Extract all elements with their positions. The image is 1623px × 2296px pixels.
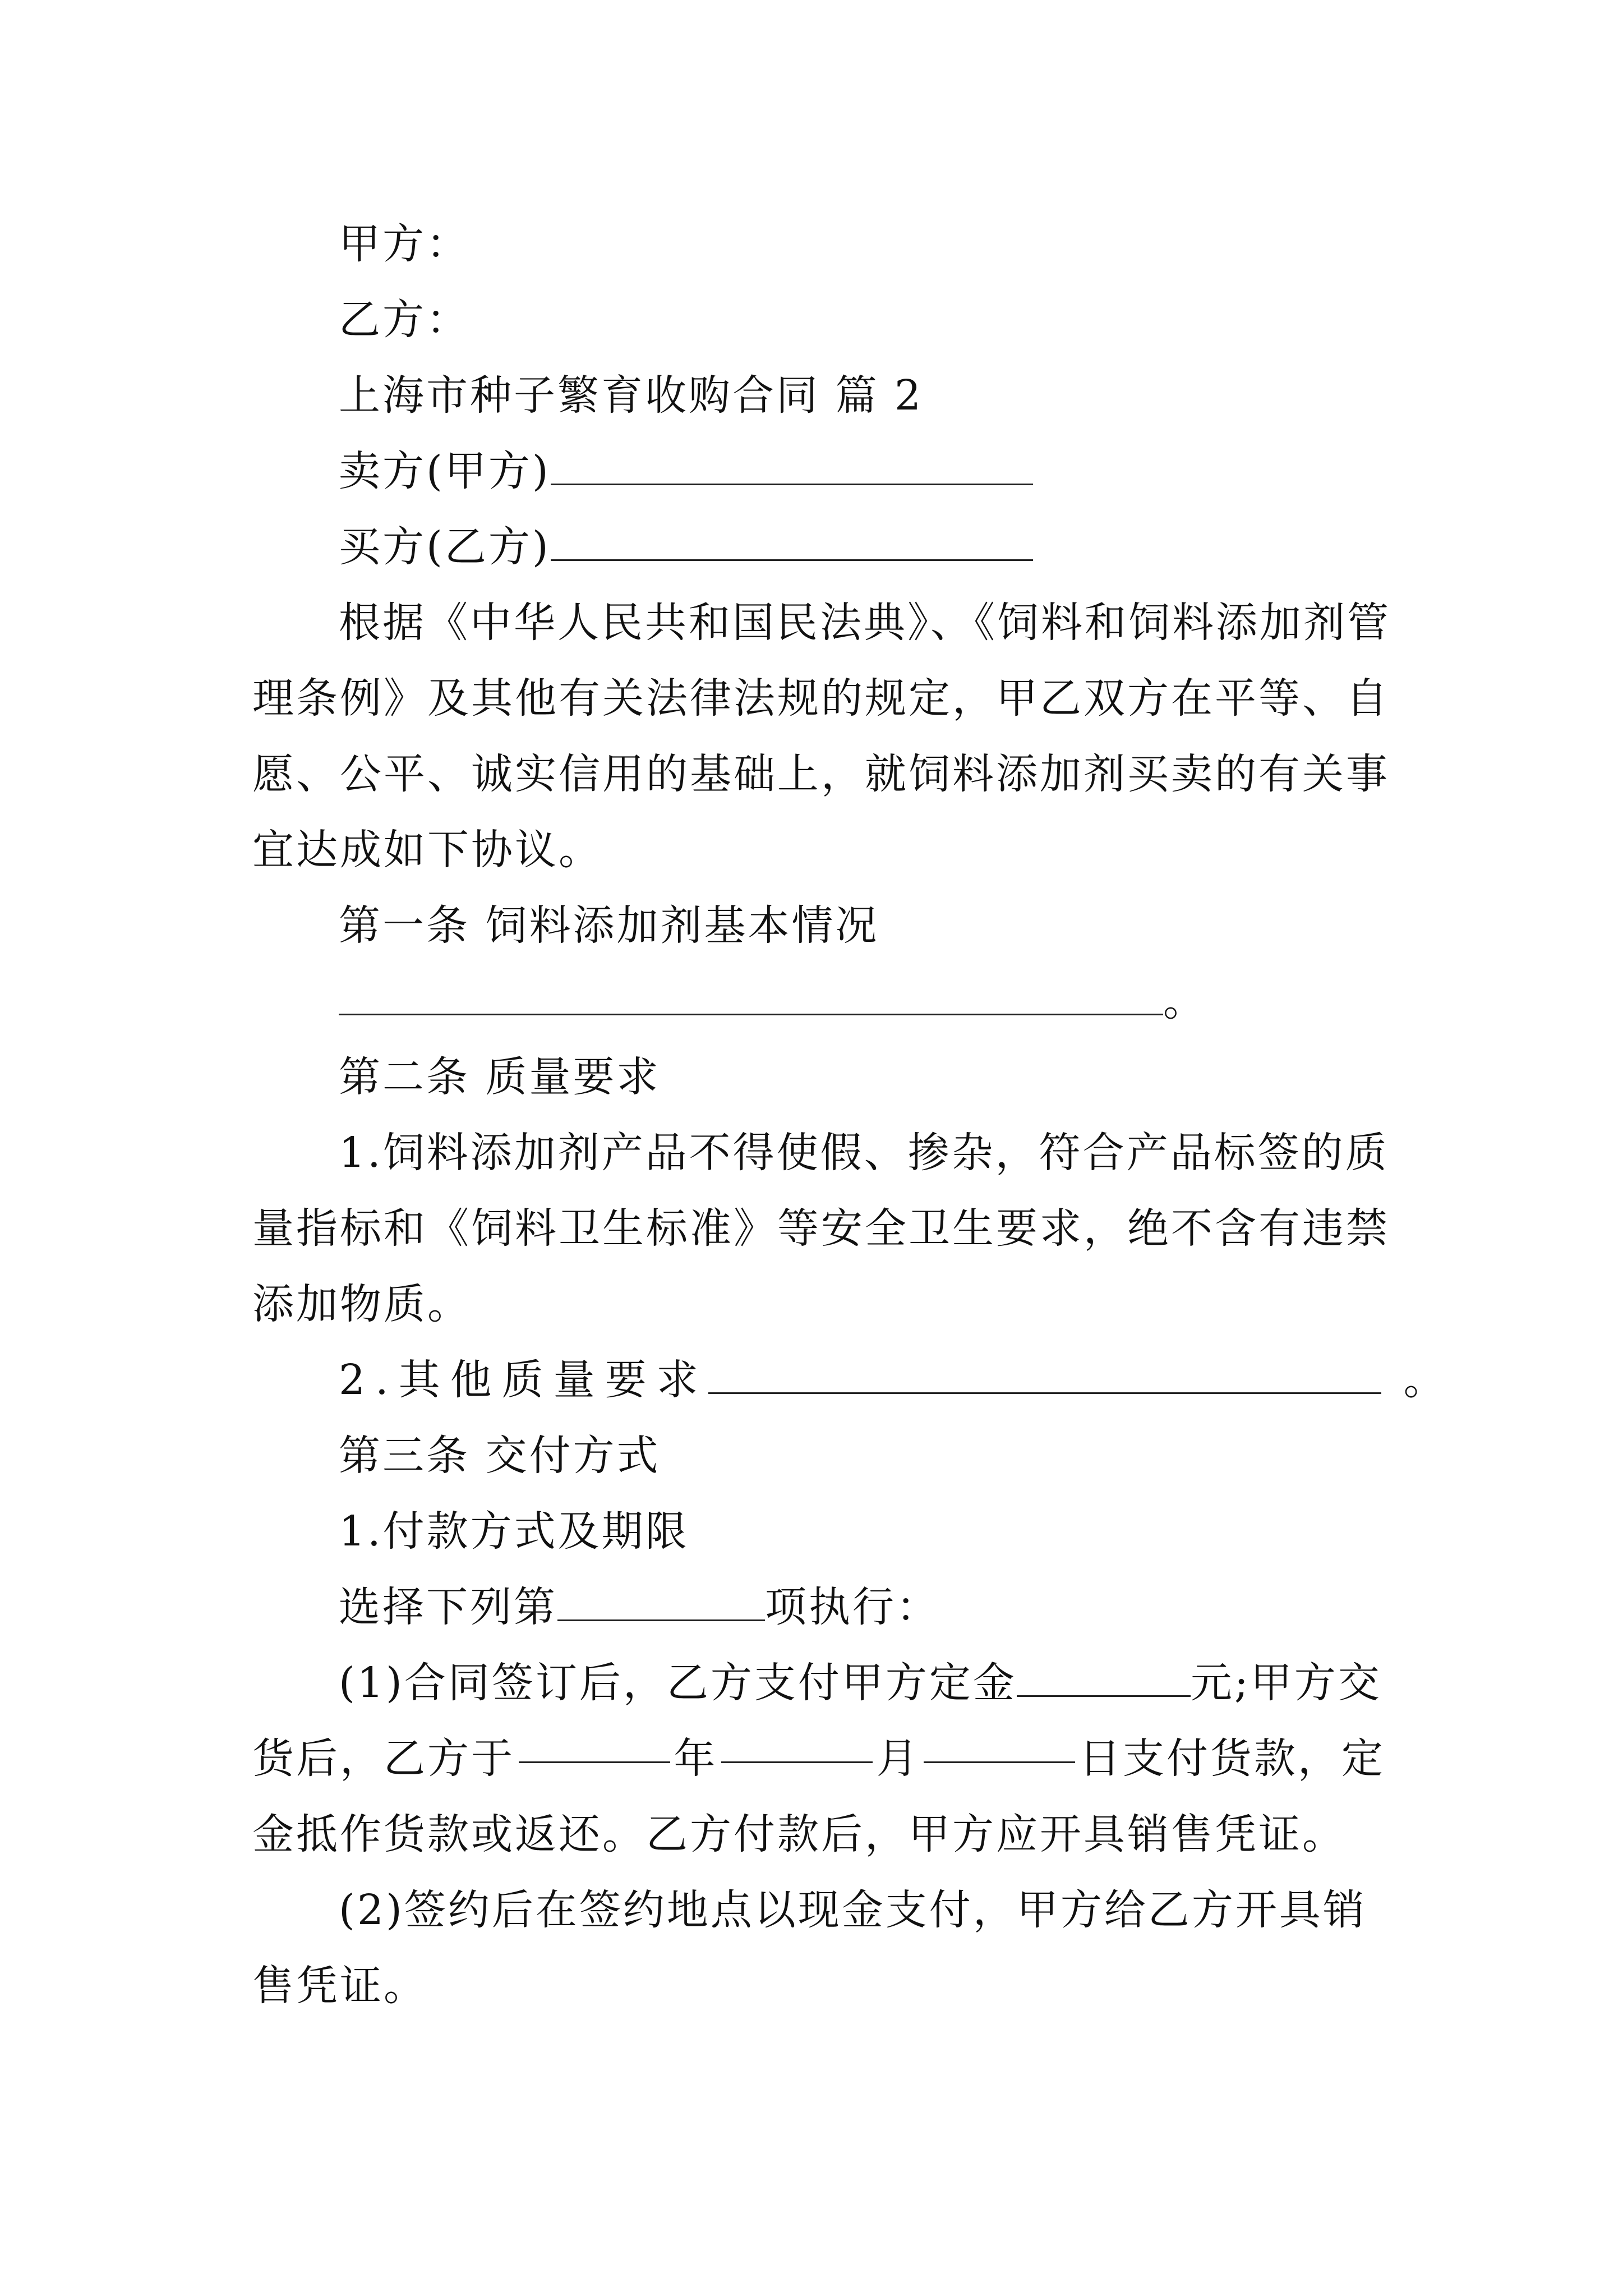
contract-heading: 上海市种子繁育收购合同 篇 2 — [339, 371, 924, 420]
deposit-blank[interactable] — [1017, 1656, 1191, 1697]
article-1-blank-line — [339, 965, 1472, 1038]
choose-prefix: 选择下列第 — [339, 1583, 557, 1631]
choose-option-blank[interactable] — [557, 1580, 765, 1621]
intro-line-4: 宜达成如下协议。 — [252, 826, 602, 874]
intro-line-3: 愿、公平、诚实信用的基础上，就饲料添加剂买卖的有关事 — [252, 750, 1390, 798]
option-1-line-3: 金抵作货款或返还。乙方付款后，甲方应开具销售凭证。 — [252, 1810, 1346, 1858]
buyer-line — [339, 510, 1472, 583]
buyer-label: 买方(乙方) — [339, 523, 551, 571]
quality-2-label: 2.其他质量要求 — [339, 1356, 708, 1404]
day-blank[interactable] — [924, 1722, 1075, 1763]
seller-line — [339, 435, 1472, 508]
article-1-blank[interactable] — [339, 974, 1163, 1015]
choose-option-line — [339, 1571, 1472, 1644]
article-3-title: 第三条 交付方式 — [339, 1432, 661, 1480]
article-1-title: 第一条 饲料添加剂基本情况 — [339, 901, 879, 950]
seller-blank[interactable] — [551, 444, 1033, 485]
option-1-prefix: (1)合同签订后，乙方支付甲方定金 — [339, 1659, 1017, 1707]
option-1-line-2 — [252, 1722, 1385, 1795]
party-a-label: 甲方： — [339, 220, 470, 268]
day-label: 日支付货款，定 — [1078, 1734, 1385, 1783]
seller-label: 卖方(甲方) — [339, 447, 551, 495]
choose-suffix: 项执行： — [765, 1583, 940, 1631]
article-1-end: 。 — [1163, 977, 1207, 1025]
year-label: 年 — [674, 1734, 718, 1783]
option-1-pay-prefix: 货后，乙方于 — [252, 1734, 515, 1783]
intro-line-1: 根据《中华人民共和国民法典》、《饲料和饲料添加剂管 — [339, 599, 1391, 647]
party-b-label: 乙方： — [339, 296, 470, 344]
month-label: 月 — [876, 1734, 920, 1783]
quality-1-line-2: 量指标和《饲料卫生标准》等安全卫生要求，绝不含有违禁 — [252, 1204, 1390, 1253]
quality-2-end: 。 — [1403, 1356, 1455, 1404]
quality-2-blank[interactable] — [708, 1353, 1381, 1394]
article-2-title: 第二条 质量要求 — [339, 1053, 661, 1101]
payment-title: 1.付款方式及期限 — [339, 1507, 689, 1556]
quality-1-line-1: 1.饲料添加剂产品不得使假、掺杂，符合产品标签的质 — [339, 1129, 1389, 1177]
option-2-line-2: 售凭证。 — [252, 1962, 427, 2010]
quality-1-line-3: 添加物质。 — [252, 1280, 471, 1328]
intro-line-2: 理条例》及其他有关法律法规的规定，甲乙双方在平等、自 — [252, 674, 1390, 723]
quality-2-line — [339, 1343, 1472, 1416]
buyer-blank[interactable] — [551, 520, 1033, 561]
option-1-line-1 — [339, 1646, 1472, 1719]
option-2-line-1: (2)签约后在签约地点以现金支付，甲方给乙方开具销 — [339, 1886, 1367, 1934]
year-blank[interactable] — [519, 1722, 670, 1763]
option-1-suffix: 元;甲方交 — [1190, 1659, 1382, 1707]
month-blank[interactable] — [721, 1722, 873, 1763]
